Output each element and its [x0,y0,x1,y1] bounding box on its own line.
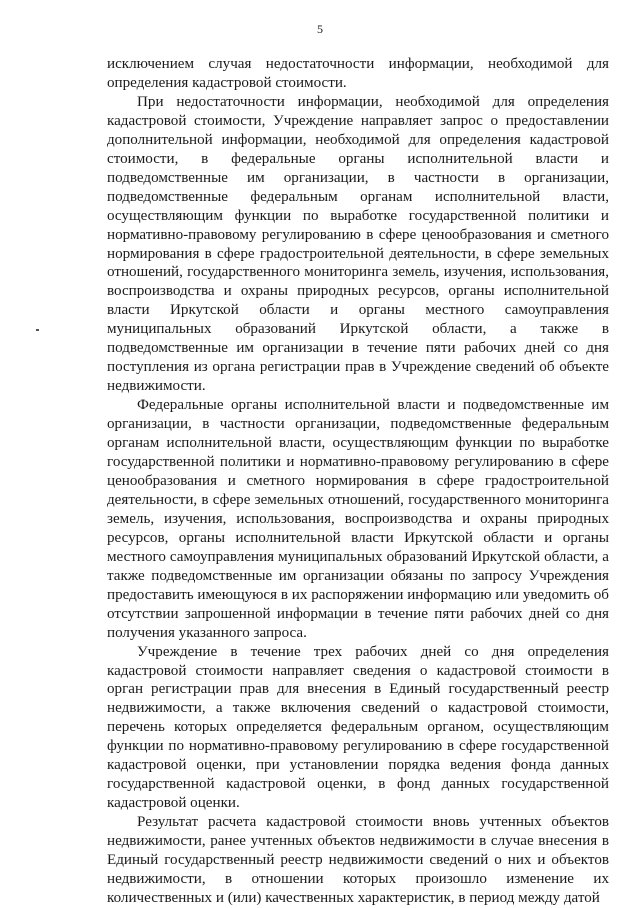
paragraph-calculation-result: Результат расчета кадастровой стоимости вновь учтенных объектов недвижимости, ранее учтенных объектов недвижимости в случае внесения в Единый государственный реестр недвижимости сведений о них и объектов недвижимости, в отношении которых произошло изменение их количественных и (или) качественных характеристик, в период между датой [107,814,609,906]
paragraph-authorities-obligation: Федеральные органы исполнительной власти и подведомственные им организации, в частности организации, подведомственные федеральным органам исполнительной власти, осуществляющим функции по выработке государственной политики и нормативно-правовому регулированию в сфере ценообразования и сметного нормирования в сфере градостроительной деятельности, в сфере земельных отношений, государственного мониторинга земель, изучения, использования, воспроизводства и охраны природных ресурсов, органы исполнительной власти Иркутской области и органы местного самоуправления муниципальных образований Иркутской области, а также подведомственные им организации обязаны по запросу Учреждения предоставить имеющуюся в их распоряжении информацию или уведомить об отсутствии запрошенной информации в течение пяти рабочих дней со дня получения указанного запроса. [107,397,609,641]
page-number: 5 [317,22,323,36]
paragraph-information-request: При недостаточности информации, необходимой для определения кадастровой стоимости, Учреждение направляет запрос о предоставлении дополнительной информации, необходимой для определения кадастровой стоимости, в федеральные органы исполнительной власти и подведомственные им организации, в частности в организации, подведомственные федеральным органам исполнительной власти, осуществляющим функции по выработке государственной политики и нормативно-правовому регулированию в сфере ценообразования и сметного нормирования в сфере градостроительной деятельности, в сфере земельных отношений, государственного мониторинга земель, изучения, использования, воспроизводства и охраны природных ресурсов, органы исполнительной власти Иркутской области и органы местного самоуправления муниципальных образований Иркутской области, а также в подведомственные им организации в течение пяти рабочих дней со дня поступления из органа регистрации прав в Учреждение сведений об объекте недвижимости. [107,93,609,395]
paragraph-continuation: исключением случая недостаточности информации, необходимой для определения кадастровой стоимости. [107,56,609,91]
paragraph-registration-submission: Учреждение в течение трех рабочих дней со дня определения кадастровой стоимости направляет сведения о кадастровой стоимости в орган регистрации прав для внесения в Единый государственный реестр недвижимости, а также включения сведений о кадастровой стоимости, перечень которых определяется федеральным органом, осуществляющим функции по нормативно-правовому регулированию в сфере государственной кадастровой оценки, при установлении порядка ведения фонда данных государственной кадастровой оценки, в фонд данных государственной кадастровой оценки. [107,643,609,812]
document-body [107,55,609,908]
margin-mark [36,329,39,331]
